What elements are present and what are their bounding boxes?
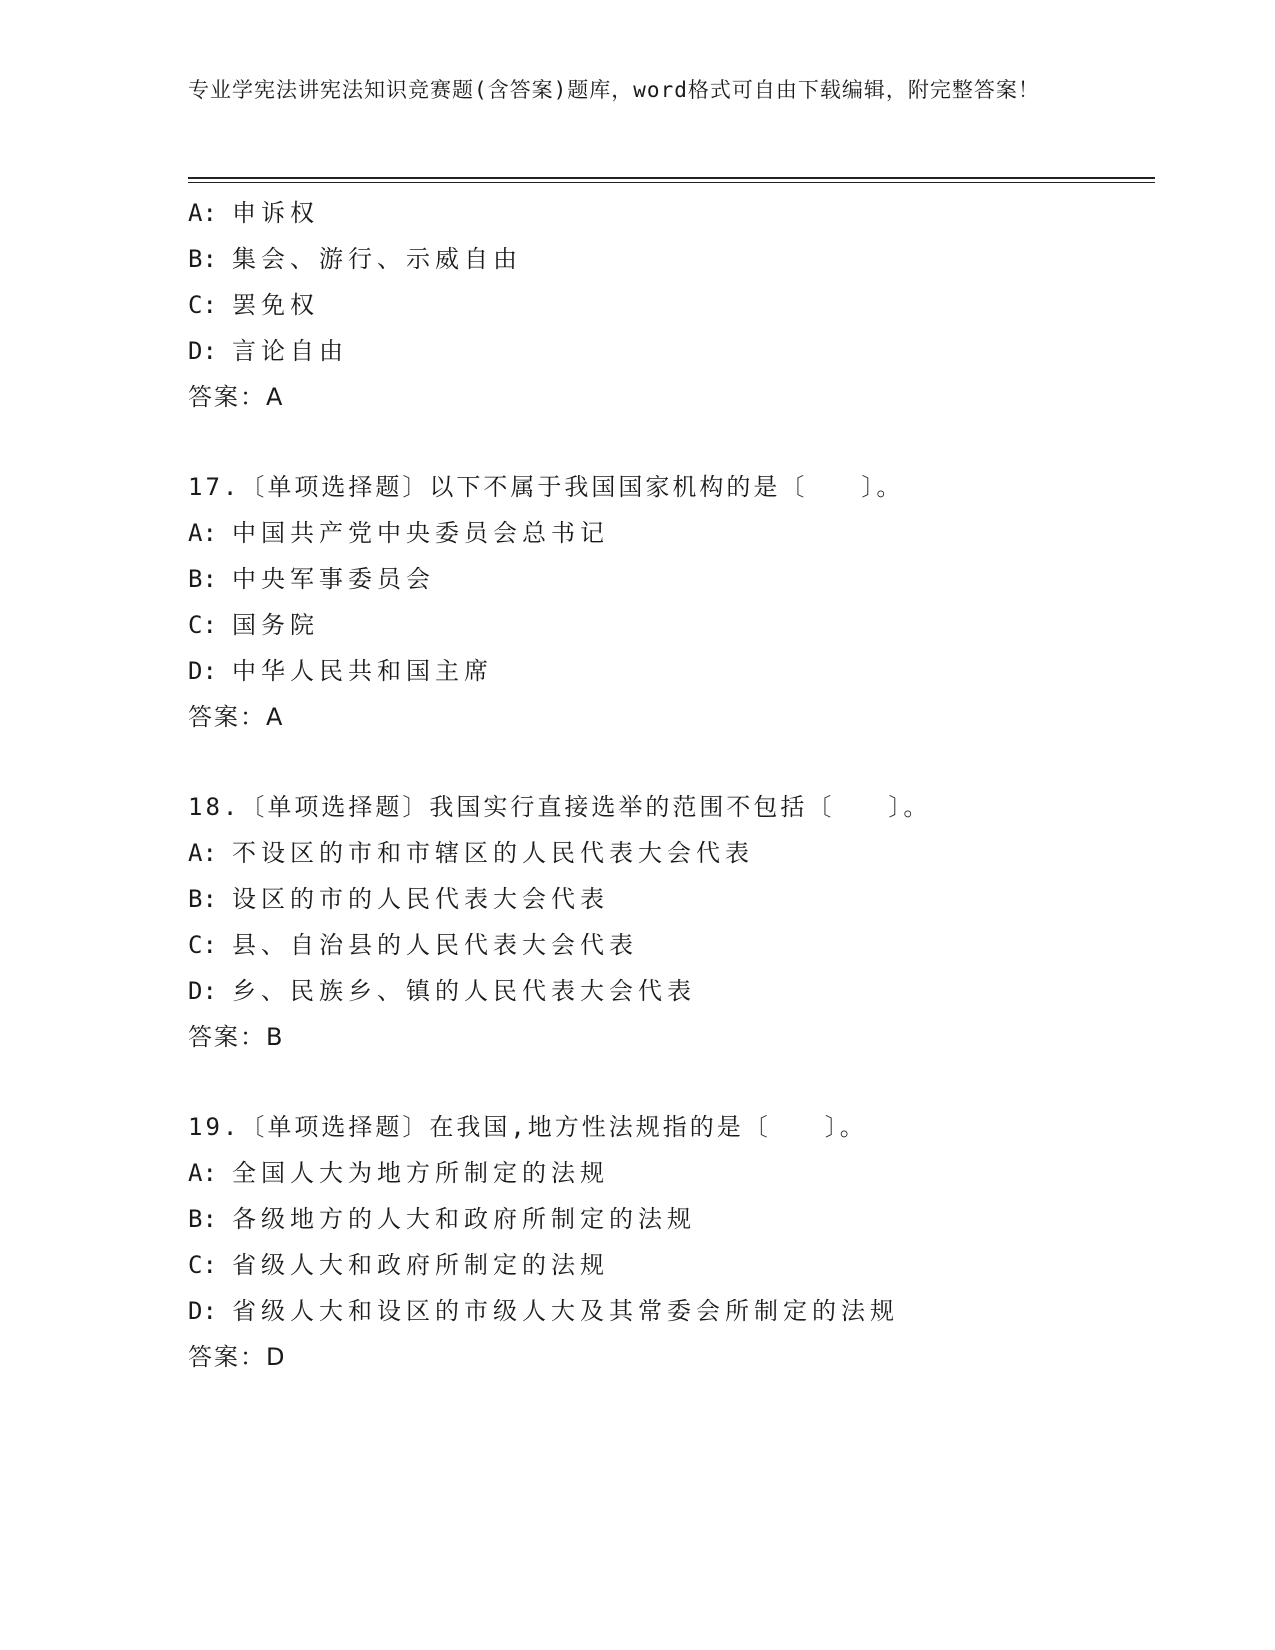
spacer	[188, 740, 1155, 784]
spacer	[188, 1060, 1155, 1104]
option-d	[188, 968, 1155, 1014]
option-text: 不设区的市和市辖区的人民代表大会代表	[232, 839, 754, 867]
option-text: 全国人大为地方所制定的法规	[232, 1159, 609, 1187]
option-text: 省级人大和政府所制定的法规	[232, 1251, 609, 1279]
option-d	[188, 648, 1155, 694]
option-key: C:	[188, 611, 217, 639]
option-text: 县、自治县的人民代表大会代表	[232, 931, 638, 959]
option-text: 省级人大和设区的市级人大及其常委会所制定的法规	[232, 1297, 899, 1325]
header-divider-thick	[188, 177, 1155, 179]
option-b	[188, 236, 1155, 282]
header-divider-thin	[188, 182, 1155, 183]
option-key: A:	[188, 199, 217, 227]
option-c	[188, 1242, 1155, 1288]
option-key: D:	[188, 337, 217, 365]
spacer	[188, 420, 1155, 464]
option-text: 乡、民族乡、镇的人民代表大会代表	[232, 977, 696, 1005]
partial-question-block	[188, 190, 1155, 420]
question-list	[188, 190, 1155, 1380]
option-c	[188, 282, 1155, 328]
option-key: B:	[188, 1205, 217, 1233]
question-title: 19.〔单项选择题〕在我国,地方性法规指的是〔 〕。	[188, 1113, 867, 1141]
option-text: 集会、游行、示威自由	[232, 245, 522, 273]
option-key: D:	[188, 977, 217, 1005]
option-text: 中央军事委员会	[232, 565, 435, 593]
option-b	[188, 556, 1155, 602]
option-text: 设区的市的人民代表大会代表	[232, 885, 609, 913]
document-header: 专业学宪法讲宪法知识竞赛题(含答案)题库，word格式可自由下载编辑，附完整答案！	[188, 78, 1040, 102]
option-key: B:	[188, 565, 217, 593]
option-key: D:	[188, 657, 217, 685]
question-title: 18.〔单项选择题〕我国实行直接选举的范围不包括〔 〕。	[188, 793, 931, 821]
question-block-18	[188, 784, 1155, 1060]
answer-line: 答案：A	[188, 703, 285, 731]
option-b	[188, 876, 1155, 922]
option-key: B:	[188, 245, 217, 273]
option-d	[188, 1288, 1155, 1334]
answer-line: 答案：D	[188, 1343, 287, 1371]
answer-line: 答案：A	[188, 383, 285, 411]
option-key: C:	[188, 1251, 217, 1279]
option-text: 国务院	[232, 611, 319, 639]
question-block-19	[188, 1104, 1155, 1380]
option-key: D:	[188, 1297, 217, 1325]
option-key: A:	[188, 519, 217, 547]
option-text: 罢免权	[232, 291, 319, 319]
option-a	[188, 830, 1155, 876]
option-text: 言论自由	[232, 337, 348, 365]
option-b	[188, 1196, 1155, 1242]
option-text: 中华人民共和国主席	[232, 657, 493, 685]
option-text: 中国共产党中央委员会总书记	[232, 519, 609, 547]
question-title: 17.〔单项选择题〕以下不属于我国国家机构的是〔 〕。	[188, 473, 904, 501]
option-c	[188, 922, 1155, 968]
option-key: A:	[188, 1159, 217, 1187]
option-a	[188, 190, 1155, 236]
option-c	[188, 602, 1155, 648]
answer-line: 答案：B	[188, 1023, 285, 1051]
question-block-17	[188, 464, 1155, 740]
option-key: C:	[188, 291, 217, 319]
option-text: 各级地方的人大和政府所制定的法规	[232, 1205, 696, 1233]
option-key: A:	[188, 839, 217, 867]
option-a	[188, 510, 1155, 556]
option-d	[188, 328, 1155, 374]
option-text: 申诉权	[232, 199, 319, 227]
option-a	[188, 1150, 1155, 1196]
option-key: C:	[188, 931, 217, 959]
option-key: B:	[188, 885, 217, 913]
